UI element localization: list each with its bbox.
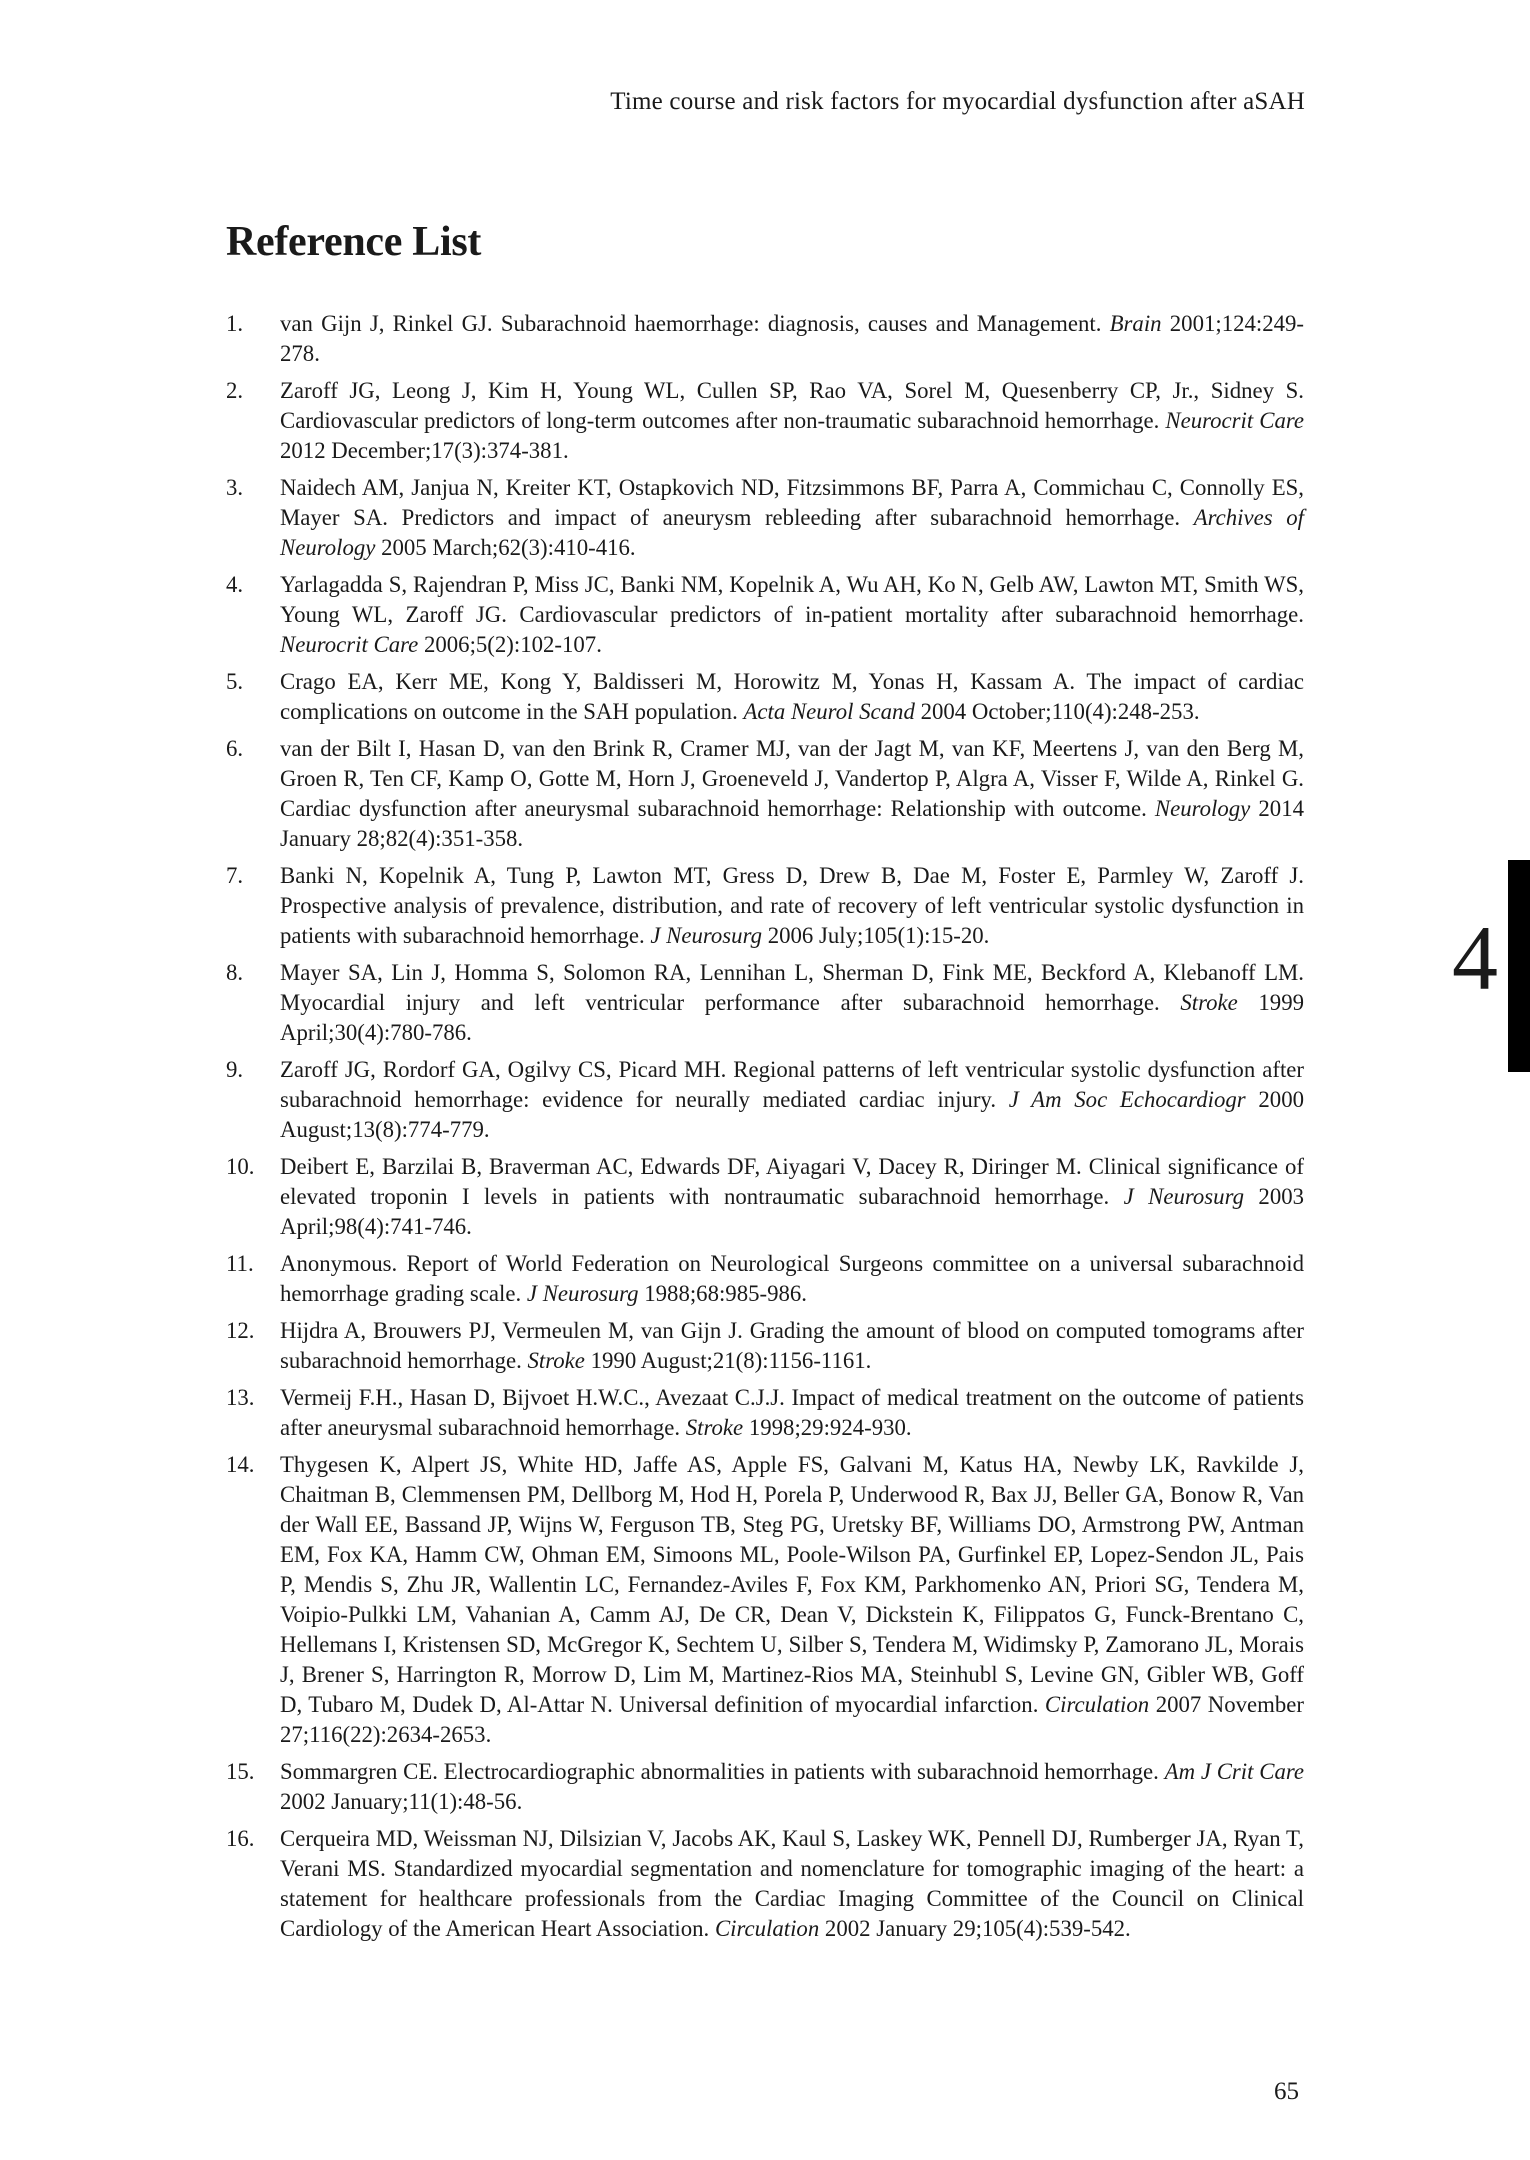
reference-citation: Hijdra A, Brouwers PJ, Vermeulen M, van Gijn J. Grading the amount of blood on computed tomograms after subarachnoid hemorrhage. <box>280 1318 1304 1373</box>
reference-text <box>280 1249 1304 1309</box>
reference-journal: Stroke <box>685 1415 744 1440</box>
reference-text <box>280 473 1304 563</box>
reference-item <box>226 570 1304 660</box>
reference-item <box>226 1383 1304 1443</box>
reference-citation: Banki N, Kopelnik A, Tung P, Lawton MT, Gress D, Drew B, Dae M, Foster E, Parmley W, Zaroff J. Prospective analysis of prevalence, distribution, and rate of recovery of left ventricular systolic dysfunction in patients with subarachnoid hemorrhage. <box>280 863 1304 948</box>
reference-number: 8. <box>226 960 244 985</box>
reference-text <box>280 309 1304 369</box>
reference-item <box>226 667 1304 727</box>
reference-number: 6. <box>226 736 244 761</box>
reference-details: 1990 August;21(8):1156-1161. <box>590 1348 872 1373</box>
reference-journal: J Neurosurg <box>1123 1184 1244 1209</box>
reference-number: 14. <box>226 1452 255 1477</box>
reference-details: 2006 July;105(1):15-20. <box>767 923 990 948</box>
reference-citation: Mayer SA, Lin J, Homma S, Solomon RA, Lennihan L, Sherman D, Fink ME, Beckford A, Klebanoff LM. Myocardial injury and left ventricular performance after subarachnoid hemorrhage. <box>280 960 1304 1015</box>
reference-citation: van der Bilt I, Hasan D, van den Brink R, Cramer MJ, van der Jagt M, van KF, Meertens J, van den Berg M, Groen R, Ten CF, Kamp O, Gotte M, Horn J, Groeneveld J, Vandertop P, Algra A, Visser F, Wilde A, Rinkel G. Cardiac dysfunction after aneurysmal subarachnoid hemorrhage: Relationship with outcome. <box>280 736 1304 821</box>
reference-number: 16. <box>226 1826 255 1851</box>
reference-citation: Zaroff JG, Rordorf GA, Ogilvy CS, Picard MH. Regional patterns of left ventricular systolic dysfunction after subarachnoid hemorrhage: evidence for neurally mediated cardiac injury. <box>280 1057 1304 1112</box>
reference-number: 1. <box>226 311 244 336</box>
reference-item <box>226 1152 1304 1242</box>
reference-item <box>226 1316 1304 1376</box>
reference-details: 2004 October;110(4):248-253. <box>920 699 1200 724</box>
reference-item <box>226 309 1304 369</box>
reference-item <box>226 1249 1304 1309</box>
page-number: 65 <box>1274 2078 1299 2105</box>
reference-number: 3. <box>226 475 244 500</box>
reference-journal: J Neurosurg <box>650 923 763 948</box>
reference-number: 7. <box>226 863 244 888</box>
reference-details: 2002 January;11(1):48-56. <box>280 1789 523 1814</box>
reference-item <box>226 1824 1304 1944</box>
chapter-tab-marker <box>1508 860 1530 1072</box>
reference-details: 2006;5(2):102-107. <box>423 632 602 657</box>
reference-text <box>280 1450 1304 1750</box>
reference-text <box>280 1824 1304 1944</box>
reference-text <box>280 958 1304 1048</box>
reference-text <box>280 570 1304 660</box>
reference-text <box>280 1152 1304 1242</box>
page-title: Reference List <box>226 219 482 265</box>
reference-details: 2002 January 29;105(4):539-542. <box>824 1916 1131 1941</box>
reference-list <box>226 309 1304 1951</box>
reference-journal: Neurocrit Care <box>1165 408 1304 433</box>
reference-details: 2003 April;98(4):741-746. <box>280 1184 1305 1239</box>
reference-item <box>226 473 1304 563</box>
reference-text <box>280 861 1304 951</box>
reference-text <box>280 376 1304 466</box>
reference-number: 11. <box>226 1251 254 1276</box>
reference-journal: J Am Soc Echocardiogr <box>1008 1087 1246 1112</box>
reference-citation: Naidech AM, Janjua N, Kreiter KT, Ostapkovich ND, Fitzsimmons BF, Parra A, Commichau C, Connolly ES, Mayer SA. Predictors and impact of aneurysm rebleeding after subarachnoid hemorrhage. <box>280 475 1304 530</box>
running-head: Time course and risk factors for myocardial dysfunction after aSAH <box>610 88 1305 115</box>
reference-citation: Sommargren CE. Electrocardiographic abnormalities in patients with subarachnoid hemorrhage. <box>280 1759 1159 1784</box>
reference-number: 12. <box>226 1318 255 1343</box>
reference-number: 5. <box>226 669 244 694</box>
reference-citation: Vermeij F.H., Hasan D, Bijvoet H.W.C., Avezaat C.J.J. Impact of medical treatment on the outcome of patients after aneurysmal subarachnoid hemorrhage. <box>280 1385 1304 1440</box>
reference-journal: Circulation <box>714 1916 820 1941</box>
reference-journal: Am J Crit Care <box>1164 1759 1304 1784</box>
reference-details: 2005 March;62(3):410-416. <box>381 535 636 560</box>
reference-item <box>226 1450 1304 1750</box>
reference-item <box>226 958 1304 1048</box>
reference-number: 13. <box>226 1385 255 1410</box>
reference-item <box>226 376 1304 466</box>
reference-citation: Yarlagadda S, Rajendran P, Miss JC, Banki NM, Kopelnik A, Wu AH, Ko N, Gelb AW, Lawton MT, Smith WS, Young WL, Zaroff JG. Cardiovascular predictors of in-patient mortality after subarachnoid hemorrhage. <box>280 572 1304 627</box>
reference-details: 2001;124:249-278. <box>280 311 1305 366</box>
reference-item <box>226 1757 1304 1817</box>
reference-text <box>280 1316 1304 1376</box>
reference-details: 2000 August;13(8):774-779. <box>280 1087 1304 1142</box>
reference-text <box>280 667 1304 727</box>
reference-number: 4. <box>226 572 244 597</box>
reference-number: 2. <box>226 378 244 403</box>
reference-details: 1999 April;30(4):780-786. <box>280 990 1304 1045</box>
reference-details: 1988;68:985-986. <box>644 1281 807 1306</box>
reference-journal: Circulation <box>1044 1692 1150 1717</box>
reference-details: 1998;29:924-930. <box>748 1415 912 1440</box>
reference-journal: Stroke <box>527 1348 585 1373</box>
reference-text <box>280 734 1304 854</box>
reference-citation: Anonymous. Report of World Federation on Neurological Surgeons committee on a universal subarachnoid hemorrhage grading scale. <box>280 1251 1304 1306</box>
reference-journal: Brain <box>1109 311 1162 336</box>
reference-number: 10. <box>226 1154 255 1179</box>
reference-details: 2012 December;17(3):374-381. <box>280 438 569 463</box>
reference-journal: Acta Neurol Scand <box>743 699 915 724</box>
reference-citation: van Gijn J, Rinkel GJ. Subarachnoid haemorrhage: diagnosis, causes and Management. <box>280 311 1102 336</box>
reference-journal: Archives of Neurology <box>280 505 1305 560</box>
reference-citation: Thygesen K, Alpert JS, White HD, Jaffe AS, Apple FS, Galvani M, Katus HA, Newby LK, Ravkilde J, Chaitman B, Clemmensen PM, Dellborg M, Hod H, Porela P, Underwood R, Bax JJ, Beller GA, Bonow R, Van der Wall EE, Bassand JP, Wijns W, Ferguson TB, Steg PG, Uretsky BF, Williams DO, Armstrong PW, Antman EM, Fox KA, Hamm CW, Ohman EM, Simoons ML, Poole-Wilson PA, Gurfinkel EP, Lopez-Sendon JL, Pais P, Mendis S, Zhu JR, Wallentin LC, Fernandez-Aviles F, Fox KM, Parkhomenko AN, Priori SG, Tendera M, Voipio-Pulkki LM, Vahanian A, Camm AJ, De CR, Dean V, Dickstein K, Filippatos G, Funck-Brentano C, Hellemans I, Kristensen SD, McGregor K, Sechtem U, Silber S, Tendera M, Widimsky P, Zamorano JL, Morais J, Brener S, Harrington R, Morrow D, Lim M, Martinez-Rios MA, Steinhubl S, Levine GN, Gibler WB, Goff D, Tubaro M, Dudek D, Al-Attar N. Universal definition of myocardial infarction. <box>280 1452 1304 1717</box>
reference-number: 9. <box>226 1057 244 1082</box>
reference-item <box>226 1055 1304 1145</box>
chapter-number: 4 <box>1452 907 1498 1009</box>
reference-details: 2007 November 27;116(22):2634-2653. <box>280 1692 1304 1747</box>
reference-text <box>280 1055 1304 1145</box>
reference-text <box>280 1383 1304 1443</box>
reference-details: 2014 January 28;82(4):351-358. <box>280 796 1304 851</box>
reference-citation: Crago EA, Kerr ME, Kong Y, Baldisseri M, Horowitz M, Yonas H, Kassam A. The impact of cardiac complications on outcome in the SAH population. <box>280 669 1304 724</box>
reference-citation: Zaroff JG, Leong J, Kim H, Young WL, Cullen SP, Rao VA, Sorel M, Quesenberry CP, Jr., Sidney S. Cardiovascular predictors of long-term outcomes after non-traumatic subarachnoid hemorrhage. <box>280 378 1304 433</box>
reference-journal: Stroke <box>1180 990 1238 1015</box>
reference-text <box>280 1757 1304 1817</box>
reference-item <box>226 734 1304 854</box>
reference-journal: J Neurosurg <box>526 1281 639 1306</box>
reference-citation: Deibert E, Barzilai B, Braverman AC, Edwards DF, Aiyagari V, Dacey R, Diringer M. Clinical significance of elevated troponin I levels in patients with nontraumatic subarachnoid hemorrhage. <box>280 1154 1304 1209</box>
reference-journal: Neurology <box>1154 796 1251 821</box>
reference-number: 15. <box>226 1759 255 1784</box>
reference-citation: Cerqueira MD, Weissman NJ, Dilsizian V, Jacobs AK, Kaul S, Laskey WK, Pennell DJ, Rumberger JA, Ryan T, Verani MS. Standardized myocardial segmentation and nomenclature for tomographic imaging of the heart: a statement for healthcare professionals from the Cardiac Imaging Committee of the Council on Clinical Cardiology of the American Heart Association. <box>280 1826 1304 1941</box>
reference-journal: Neurocrit Care <box>280 632 419 657</box>
reference-item <box>226 861 1304 951</box>
